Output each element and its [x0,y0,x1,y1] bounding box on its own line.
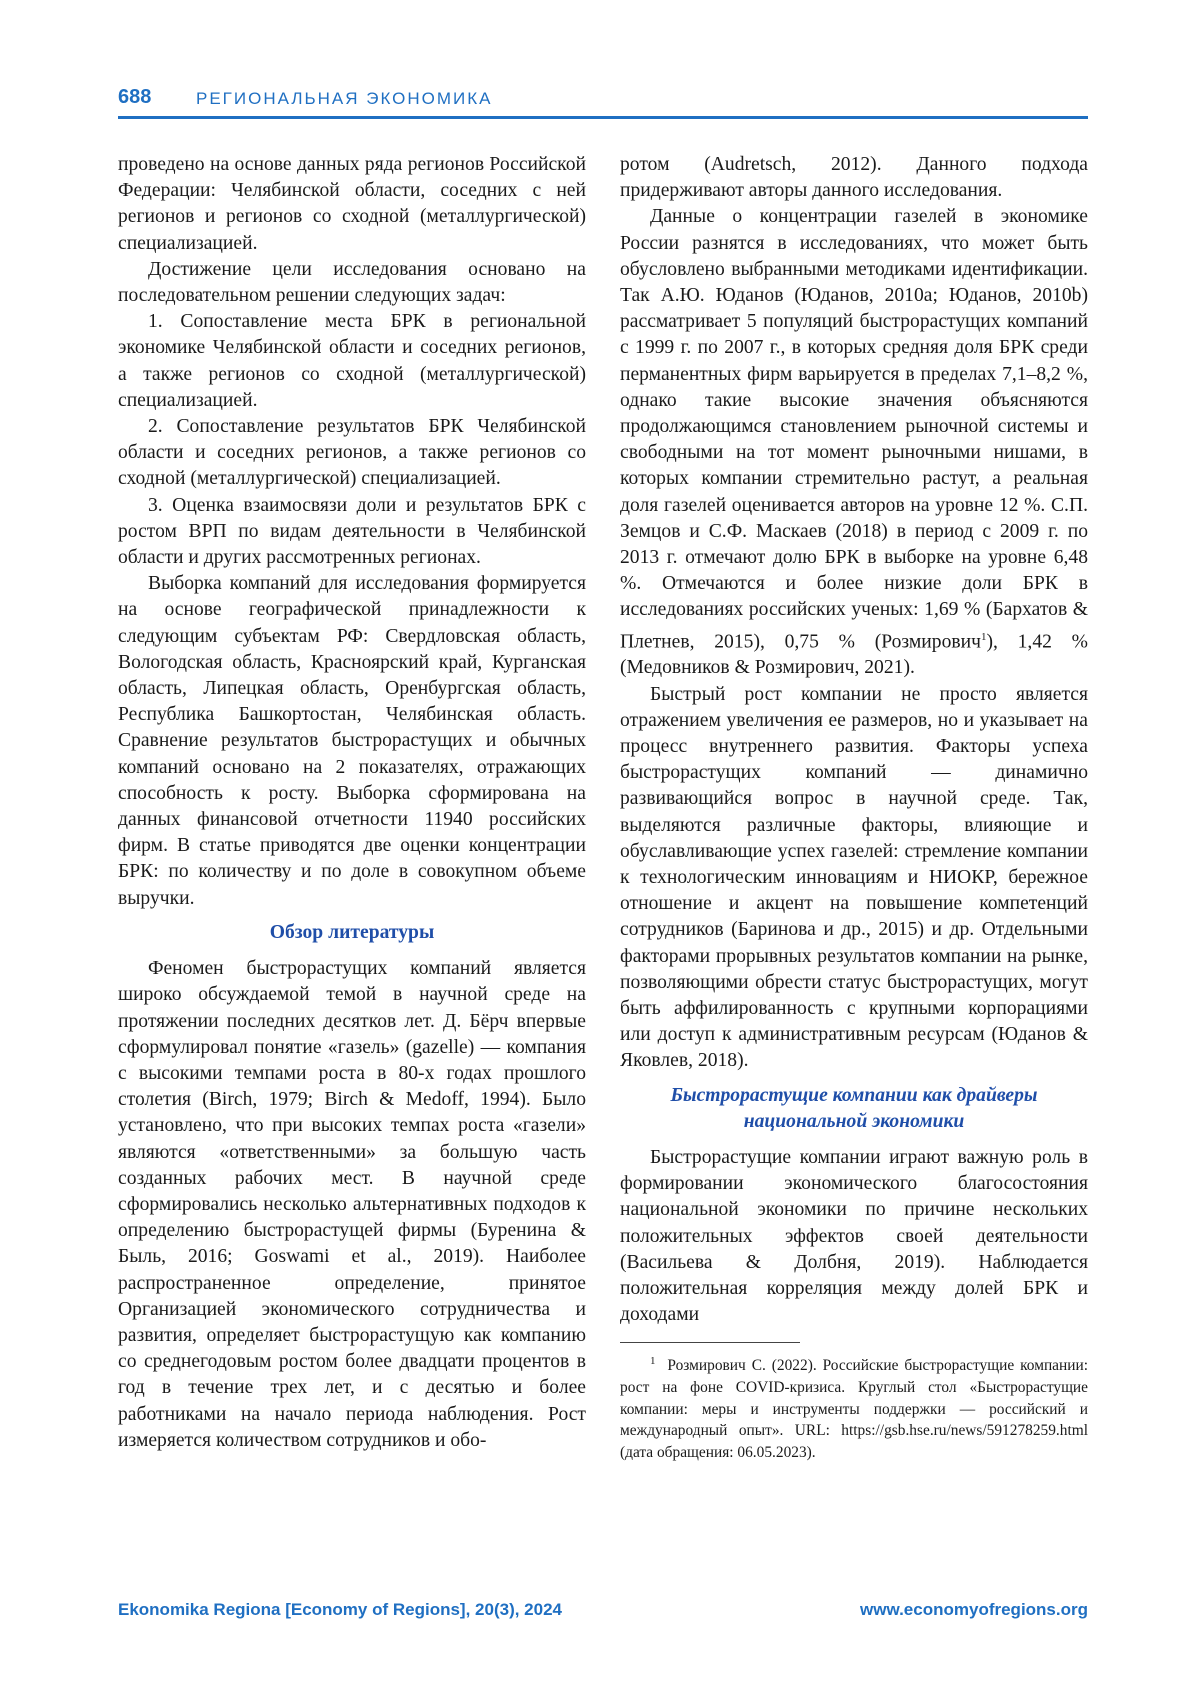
section-heading-literature: Обзор литературы [269,921,435,943]
paragraph-text: Данные о концентрации газелей в экономике России разнятся в исследованиях, что может быть обусловлено выбранными методиками идентификации. Так А.Ю. Юданов (Юданов, 2010a; Юданов, 2010b) рассматривает 5 популяций быстрорастущих компаний с 1999 г. по 2007 г., в которых средняя доля БРК среди перманентных фирм варьируется в пределах 7,1–8,2 %, однако такие высокие значения объясняются продолжающимся становлением рыночной системы и свободными на тот момент рыночными нишами, в которых компании стремительно растут, а реальная доля газелей оценивается авторов на уровне 12 %. С.П. Земцов и С.Ф. Маскаев (2018) в период с 2009 г. по 2013 г. отмечают долю БРК в выборке на уровне 6,48 %. Отмечаются и более низкие доли БРК в исследованиях российских ученых: 1,69 % (Бархатов & Плетнев, 2015), 0,75 % (Розмирович [620,206,1088,653]
footnote-ref[interactable]: 1 [980,630,987,643]
footnote-separator [620,1342,800,1343]
task-item-3: 3. Оценка взаимосвязи доли и результатов БРК с ростом ВРП по видам деятельности в Челябинской области и других рассмотренных регионах. [118,494,586,569]
section-heading-drivers: Быстрорастущие компании как драйверы национальной экономики [670,1084,1038,1132]
paragraph: Быстрый рост компании не просто является отражением увеличения ее размеров, но и указывает на процесс внутреннего развития. Факторы успеха быстрорастущих компаний — динамично развивающийся вопрос в научной среде. Так, выделяются различные факторы, влияющие и обуславливающие успех газелей: стремление компании к технологическим инновациям и НИОКР, бережное отношение и акцент на повышение компетенций сотрудников (Баринова и др., 2015) и др. Отдельными факторами прорывных результатов компании на рынке, позволяющими обрести статус быстрорастущих, могут быть аффилированность с крупными корпорациями или доступ к административным ресурсам (Юданов & Яковлев, 2018). [620,683,1088,1072]
left-column [118,152,586,1454]
footer-website-link[interactable]: www.economyofregions.org [860,1600,1088,1619]
paragraph: ротом (Audretsch, 2012). Данного подхода придерживают авторы данного исследования. [620,154,1088,202]
page-number: 688 [118,86,152,108]
footer-citation: Ekonomika Regiona [Economy of Regions], 20(3), 2024 [118,1600,562,1619]
paragraph: Феномен быстрорастущих компаний является широко обсуждаемой темой в научной среде на протяжении последних десятков лет. Д. Бёрч впервые сформулировал понятие «газель» (gazelle) — компания с высокими темпами роста в 80-х годах прошлого столетия (Birch, 1979; Birch & Medoff, 1994). Было установлено, что при высоких темпах роста «газели» являются «ответственными» за большую часть созданных рабочих мест. В научной среде сформировались несколько альтернативных подходов к определению быстрорастущей фирмы (Буренина & Быль, 2016; Goswami et al., 2019). Наиболее распространенное определение, принятое Организацией экономического сотрудничества и развития, определяет быстрорастущую как компанию со среднегодовым ростом более двадцати процентов в год в течение трех лет, и с десятью и более работниками на начало периода наблюдения. Рост измеряется количеством сотрудников и обо- [118,958,586,1451]
paragraph: проведено на основе данных ряда регионов Российской Федерации: Челябинской области, соседних с ней регионов и регионов со сходной (металлургической) специализацией. [118,154,586,254]
page-header [118,84,1088,120]
paragraph: Выборка компаний для исследования формируется на основе географической принадлежности к следующим субъектам РФ: Свердловская область, Вологодская область, Красноярский край, Курганская область, Липецкая область, Оренбургская область, Республика Башкортостан, Челябинская область. Сравнение результатов быстрорастущих и обычных компаний основано на 2 показателях, отражающих способность к росту. Выборка сформирована на данных финансовой отчетности 11940 российских фирм. В статье приводятся две оценки концентрации БРК: по количеству и по доле в совокупном объеме выручки. [118,573,586,909]
task-item-1: 1. Сопоставление места БРК в региональной экономике Челябинской области и соседних регионов, а также регионов со сходной (металлургической) специализацией. [118,311,586,411]
footnote [620,1351,1088,1463]
footnote-text: Розмирович С. (2022). Российские быстрорастущие компании: рост на фоне COVID-кризиса. Круглый стол «Быстрорастущие компании: меры и инструменты поддержки — российский и международный опыт». URL: https://gsb.hse.ru/news/591278259.html (дата обращения: 06.05.2023). [620,1357,1088,1461]
task-item-2: 2. Сопоставление результатов БРК Челябинской области и соседних регионов, а также регионов со сходной (металлургической) специализацией. [118,416,586,490]
paragraph: Достижение цели исследования основано на последовательном решении следующих задач: [118,258,586,307]
paragraph [620,204,1088,681]
right-column [620,152,1088,1464]
footnote-number: 1 [650,1355,656,1368]
paragraph-text: ), 1,42 % (Медовников & Розмирович, 2021). [620,631,1088,679]
header-rule [118,116,1088,119]
paragraph: Быстрорастущие компании играют важную роль в формировании экономического благосостояния национальной экономики по причине нескольких положительных эффектов своей деятельности (Васильева & Долбня, 2019). Наблюдается положительная корреляция между долей БРК и доходами [620,1147,1088,1326]
journal-title: РЕГИОНАЛЬНАЯ ЭКОНОМИКА [196,89,493,108]
